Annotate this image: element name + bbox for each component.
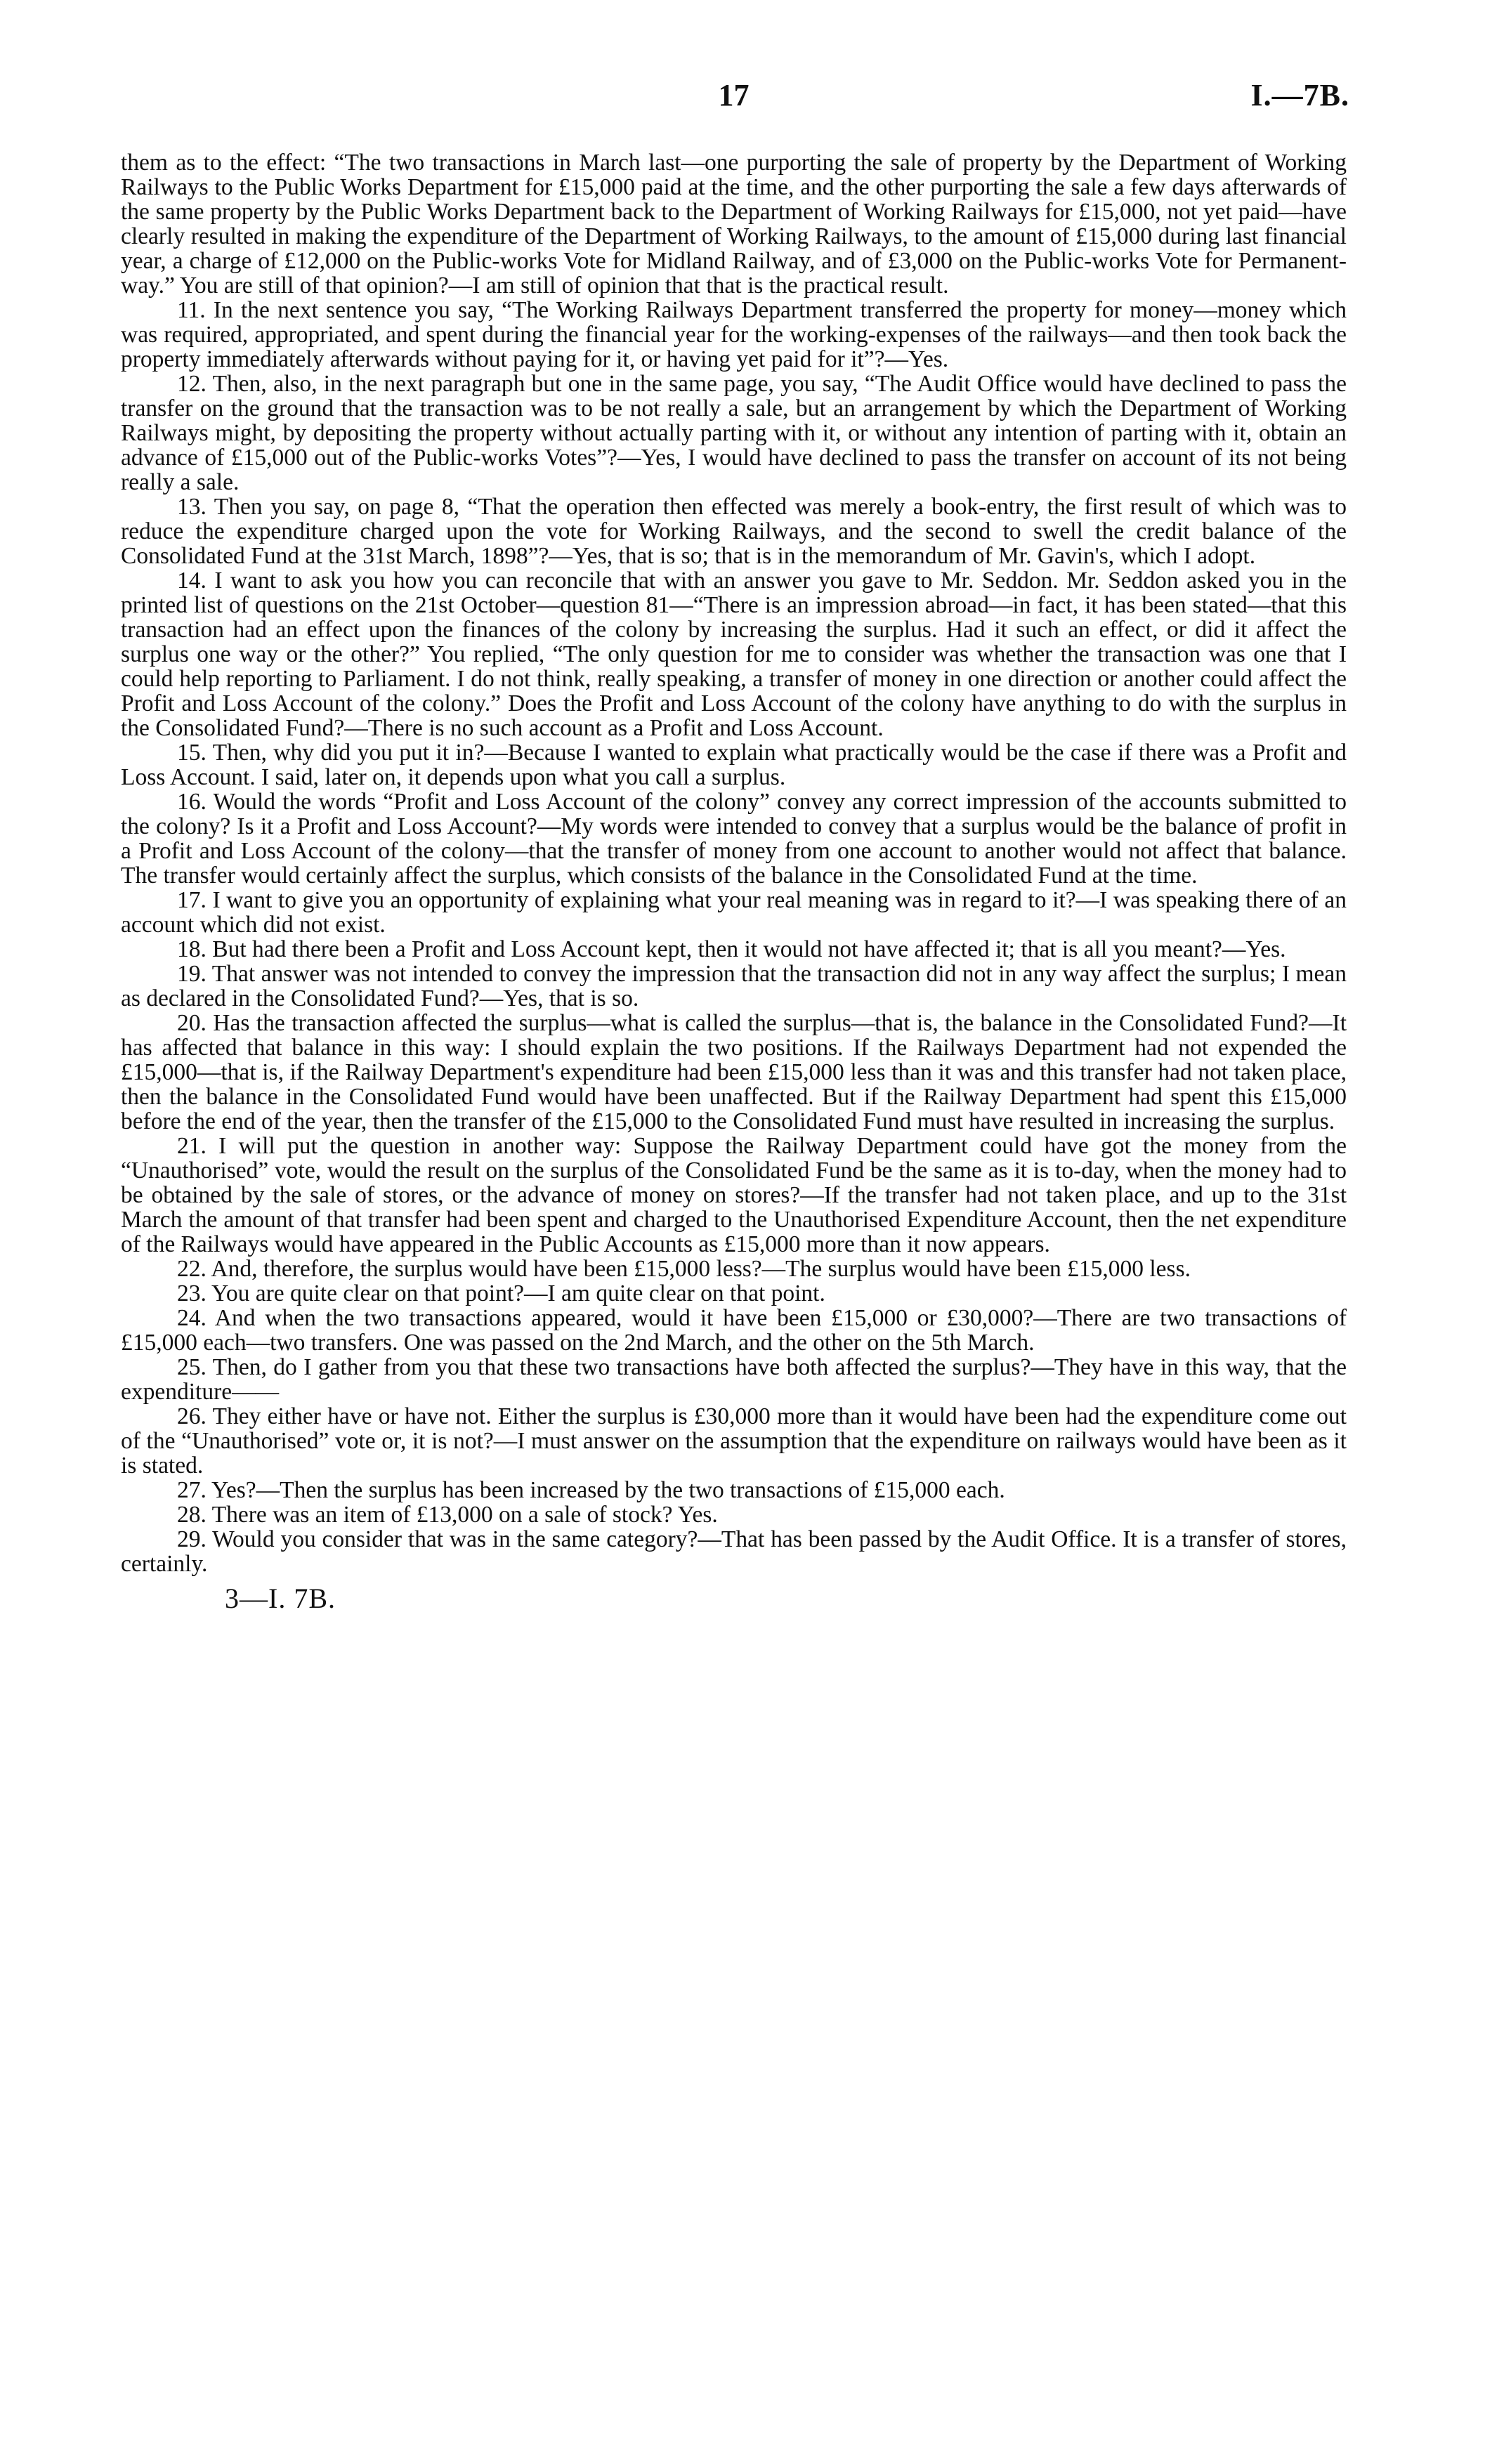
- document-page: [121, 77, 1347, 1615]
- paragraph-q20: 20. Has the transaction affected the surplus—what is called the surplus—that is, the balance in the Consolidated Fund?—It has affected that balance in this way: I should explain the two positions. If the Railways Department had not expended the £15,000—that is, if the Railway Department's expenditure had been £15,000 less than it was and this transfer had not taken place, then the balance in the Consolidated Fund would have been unaffected. But if the Railway Department had spent this £15,000 before the end of the year, then the transfer of the £15,000 to the Consolidated Fund must have resulted in increasing the surplus.: [121, 1010, 1347, 1134]
- paragraph-q22: 22. And, therefore, the surplus would have been £15,000 less?—The surplus would have been £15,000 less.: [177, 1256, 1191, 1282]
- paragraph-q15: 15. Then, why did you put it in?—Because I wanted to explain what practically would be the case if there was a Profit and Loss Account. I said, later on, it depends upon what you call a surplus.: [121, 740, 1347, 790]
- body-text: [121, 150, 1347, 1576]
- running-head: [121, 77, 1347, 126]
- paragraph-q14: 14. I want to ask you how you can reconcile that with an answer you gave to Mr. Seddon. Mr. Seddon asked you in the printed list of questions on the 21st October—question 81—“There is an impression abroad—in fact, it has been stated—that this transaction had an effect upon the finances of the colony by increasing the surplus. Had it such an effect, or did it affect the surplus one way or the other?” You replied, “The only question for me to consider was whether the transaction was one that I could help reporting to Parliament. I do not think, really speaking, a transfer of money in one direction or another could affect the Profit and Loss Account of the colony.” Does the Profit and Loss Account of the colony have anything to do with the surplus in the Consolidated Fund?—There is no such account as a Profit and Loss Account.: [121, 568, 1347, 741]
- paragraph-q23: 23. You are quite clear on that point?—I am quite clear on that point.: [177, 1280, 825, 1306]
- paragraph-q16: 16. Would the words “Profit and Loss Account of the colony” convey any correct impression of the accounts submitted to the colony? Is it a Profit and Loss Account?—My words were intended to convey that a surplus would be the balance of profit in a Profit and Loss Account of the colony—that the transfer of money from one account to another would not affect that balance. The transfer would certainly affect the surplus, which consists of the balance in the Consolidated Fund at the time.: [121, 789, 1347, 889]
- paragraph-q28: 28. There was an item of £13,000 on a sale of stock? Yes.: [177, 1502, 718, 1528]
- paragraph-q29: 29. Would you consider that was in the same category?—That has been passed by the Audit Office. It is a transfer of stores, certainly.: [121, 1526, 1347, 1577]
- paragraph-q27: 27. Yes?—Then the surplus has been increased by the two transactions of £15,000 each.: [177, 1477, 1005, 1503]
- document-code: I.—7B.: [1250, 78, 1349, 112]
- paragraph-q19: 19. That answer was not intended to convey the impression that the transaction did not in any way affect the surplus; I mean as declared in the Consolidated Fund?—Yes, that is so.: [121, 961, 1347, 1011]
- paragraph-q21: 21. I will put the question in another way: Suppose the Railway Department could have got the money from the “Unauthorised” vote, would the result on the surplus of the Consolidated Fund be the same as it is to-day, when the money had to be obtained by the sale of stores, or the advance of money on stores?—If the transfer had not taken place, and up to the 31st March the amount of that transfer had been spent and charged to the Unauthorised Expenditure Account, then the net expenditure of the Railways would have appeared in the Public Accounts as £15,000 more than it now appears.: [121, 1133, 1347, 1257]
- paragraph-q17: 17. I want to give you an opportunity of explaining what your real meaning was in regard to it?—I was speaking there of an account which did not exist.: [121, 887, 1347, 938]
- paragraph-q25: 25. Then, do I gather from you that these two transactions have both affected the surplus?—They have in this way, that the expenditure——: [121, 1354, 1347, 1405]
- paragraph-q26: 26. They either have or have not. Either the surplus is £30,000 more than it would have been had the expenditure come out of the “Unauthorised” vote or, it is not?—I must answer on the assumption that the expenditure on railways would have been as it is stated.: [121, 1403, 1347, 1479]
- paragraph-q11: 11. In the next sentence you say, “The Working Railways Department transferred the property for money—money which was required, appropriated, and spent during the financial year for the working-expenses of the railways—and then took back the property immediately afterwards without paying for it, or having yet paid for it”?—Yes.: [121, 297, 1347, 372]
- paragraph-q13: 13. Then you say, on page 8, “That the operation then effected was merely a book-entry, the first result of which was to reduce the expenditure charged upon the vote for Working Railways, and the second to swell the credit balance of the Consolidated Fund at the 31st March, 1898”?—Yes, that is so; that is in the memorandum of Mr. Gavin's, which I adopt.: [121, 494, 1347, 569]
- paragraph-continued: them as to the effect: “The two transactions in March last—one purporting the sale of property by the Department of Working Railways to the Public Works Department for £15,000 paid at the time, and the other purporting the sale a few days afterwards of the same property by the Public Works Department back to the Department of Working Railways for £15,000, not yet paid—have clearly resulted in making the expenditure of the Department of Working Railways, to the amount of £15,000 during last financial year, a charge of £12,000 on the Public-works Vote for Midland Railway, and of £3,000 on the Public-works Vote for Permanent-way.” You are still of that opinion?—I am still of opinion that that is the practical result.: [121, 150, 1347, 299]
- paragraph-q12: 12. Then, also, in the next paragraph but one in the same page, you say, “The Audit Office would have declined to pass the transfer on the ground that the transaction was to be not really a sale, but an arrangement by which the Department of Working Railways might, by depositing the property without actually parting with it, or without any intention of parting with it, obtain an advance of £15,000 out of the Public-works Votes”?—Yes, I would have declined to pass the transfer on account of its not being really a sale.: [121, 371, 1347, 495]
- paragraph-q18: 18. But had there been a Profit and Loss Account kept, then it would not have affected it; that is all you meant?—Yes.: [177, 936, 1286, 962]
- printer-signature: 3—I. 7B.: [225, 1582, 336, 1614]
- page-number: 17: [718, 78, 750, 112]
- paragraph-q24: 24. And when the two transactions appeared, would it have been £15,000 or £30,000?—There are two transactions of £15,000 each—two transfers. One was passed on the 2nd March, and the other on the 5th March.: [121, 1305, 1347, 1356]
